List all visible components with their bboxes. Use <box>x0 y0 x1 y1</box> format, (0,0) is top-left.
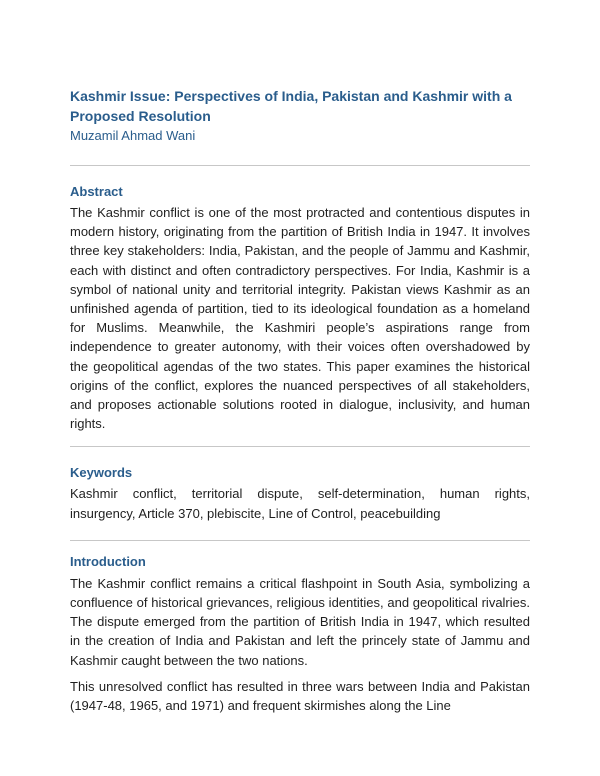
paper-author: Muzamil Ahmad Wani <box>70 128 196 143</box>
introduction-paragraph-1: The Kashmir conflict remains a critical flashpoint in South Asia, symbolizing a confluence of historical grievances, religious identities, and geopolitical rivalries. The dispute emerged from the partition of British India in 1947, which resulted in the creation of India and Pakistan and left the princely state of Jammu and Kashmir caught between the two nations. <box>70 575 530 668</box>
divider <box>70 165 530 166</box>
paper-page <box>70 86 530 715</box>
divider <box>70 540 530 541</box>
introduction-paragraph-2: This unresolved conflict has resulted in three wars between India and Pakistan (1947-48, 1965, and 1971) and frequent skirmishes along the Line <box>70 678 530 714</box>
keywords-text: Kashmir conflict, territorial dispute, self-determination, human rights, insurgency, Article 370, plebiscite, Line of Control, peacebuilding <box>70 486 530 521</box>
abstract-heading: Abstract <box>70 184 123 199</box>
divider <box>70 446 530 447</box>
keywords-heading: Keywords <box>70 465 133 481</box>
paper-title: Kashmir Issue: Perspectives of India, Pakistan and Kashmir with a Proposed Resolution <box>70 88 512 124</box>
abstract-text: The Kashmir conflict is one of the most protracted and contentious disputes in modern history, originating from the partition of British India in 1947. It involves three key stakeholders: India, Pakistan, and the people of Jammu and Kashmir, each with distinct and often contradictory perspectives. For India, Kashmir is a symbol of national unity and territorial integrity. Pakistan views Kashmir as an unfinished agenda of partition, tied to its ideological foundation as a homeland for Muslims. Meanwhile, the Kashmiri people’s aspirations range from independence to greater autonomy, with their voices often overshadowed by the geopolitical agendas of the two states. This paper examines the historical origins of the conflict, explores the nuanced perspectives of all stakeholders, and proposes actionable solutions rooted in dialogue, inclusivity, and human rights. <box>70 205 530 432</box>
introduction-heading: Introduction <box>70 553 146 569</box>
